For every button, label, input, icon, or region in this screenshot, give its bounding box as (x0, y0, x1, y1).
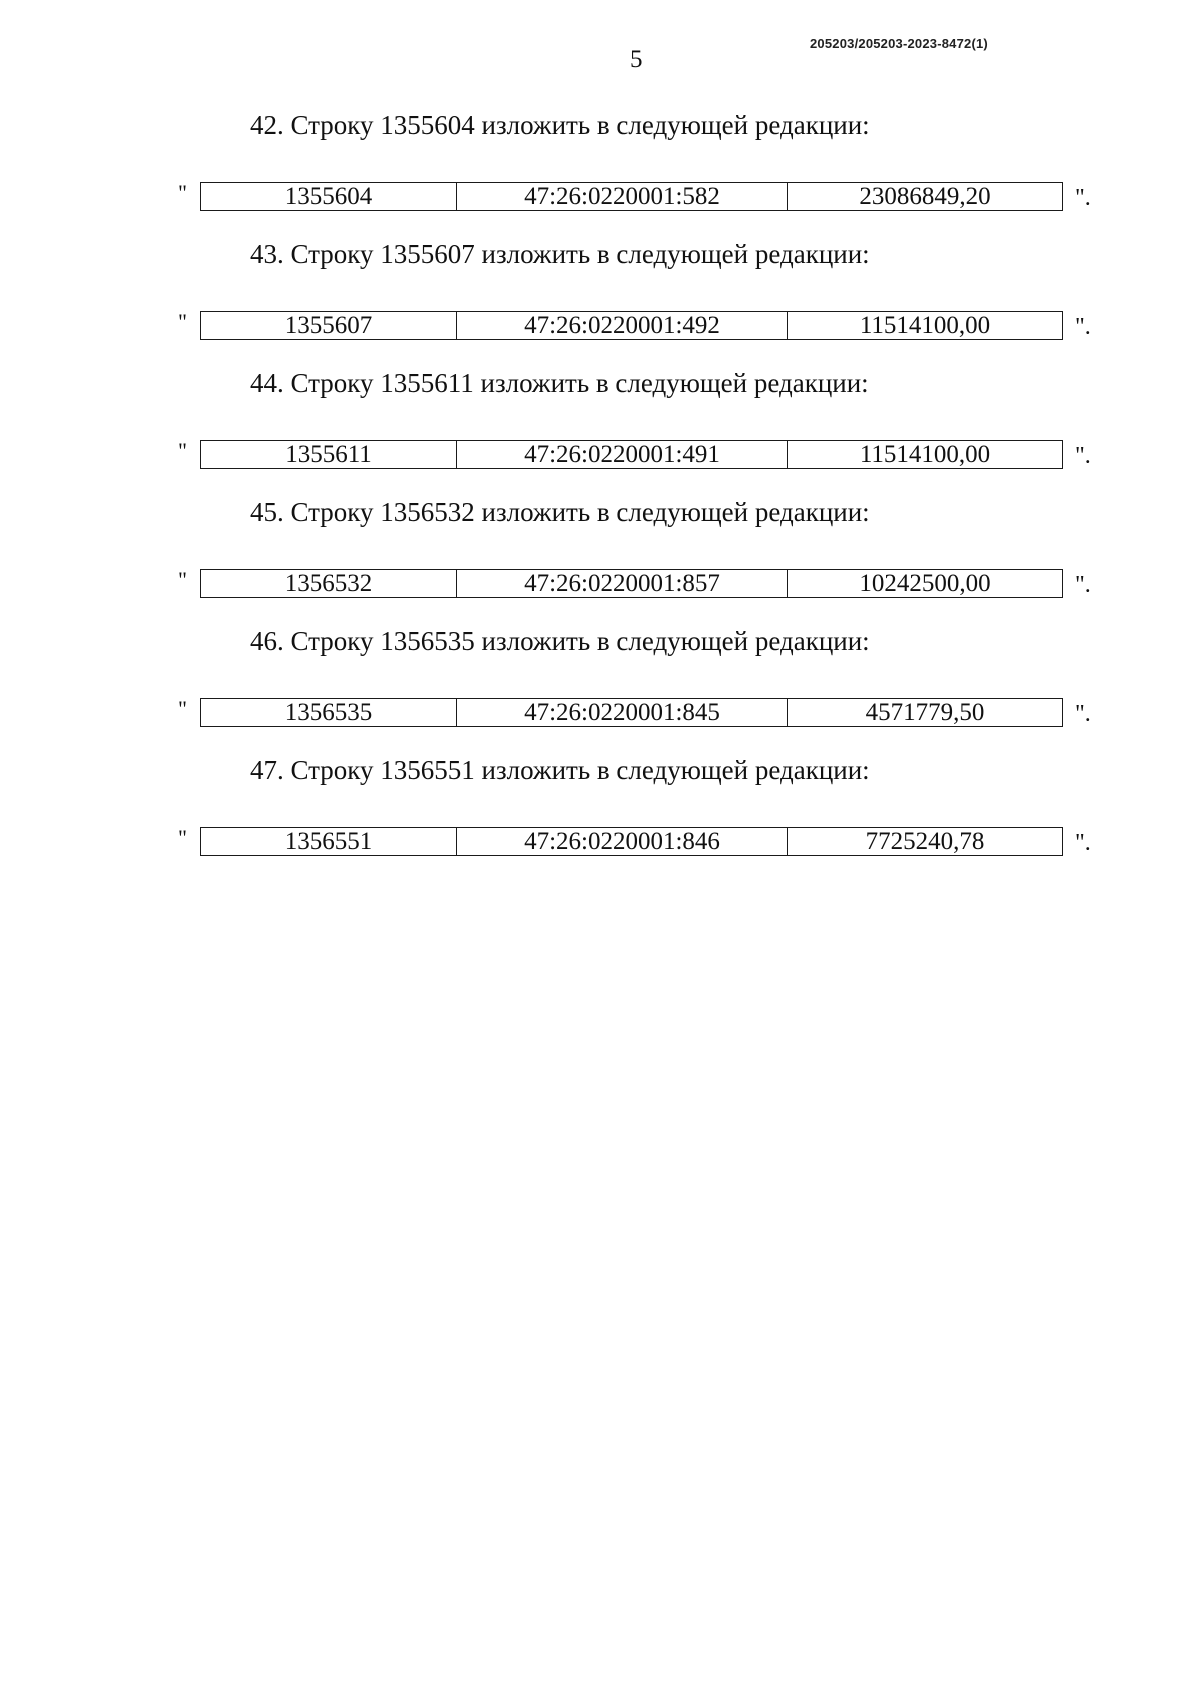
amendment-heading: 46. Строку 1356535 изложить в следующей редакции: (250, 626, 870, 656)
row-number-cell: 1355607 (201, 312, 457, 339)
row-number-cell: 1356535 (201, 699, 457, 726)
quote-open: " (178, 309, 187, 334)
cadastral-number-cell: 47:26:0220001:846 (457, 828, 788, 855)
amendment-heading: 47. Строку 1356551 изложить в следующей редакции: (250, 755, 870, 785)
quote-close: ". (1075, 185, 1091, 211)
quote-close: ". (1075, 830, 1091, 856)
table-row (200, 827, 1063, 856)
quote-open: " (178, 180, 187, 205)
table-row (200, 440, 1063, 469)
amendment-item-45 (0, 497, 1200, 617)
cadastral-number-cell: 47:26:0220001:845 (457, 699, 788, 726)
cadastral-value-cell: 23086849,20 (859, 183, 991, 210)
cadastral-number-cell: 47:26:0220001:492 (457, 312, 788, 339)
cadastral-value-cell: 10242500,00 (859, 570, 991, 597)
cadastral-number-cell: 47:26:0220001:491 (457, 441, 788, 468)
amendment-item-42 (0, 110, 1200, 230)
quote-close: ". (1075, 443, 1091, 469)
quote-open: " (178, 438, 187, 463)
amendment-item-46 (0, 626, 1200, 746)
amendment-heading: 42. Строку 1355604 изложить в следующей редакции: (250, 110, 870, 140)
amendment-heading: 45. Строку 1356532 изложить в следующей редакции: (250, 497, 870, 527)
cadastral-number-cell: 47:26:0220001:857 (457, 570, 788, 597)
cadastral-value-cell: 11514100,00 (859, 441, 991, 468)
amendment-heading: 43. Строку 1355607 изложить в следующей редакции: (250, 239, 870, 269)
quote-open: " (178, 696, 187, 721)
amendment-heading: 44. Строку 1355611 изложить в следующей редакции: (250, 368, 869, 398)
cadastral-value-cell: 7725240,78 (865, 828, 985, 855)
cadastral-value-cell: 4571779,50 (865, 699, 985, 726)
row-number-cell: 1355604 (201, 183, 457, 210)
table-row (200, 311, 1063, 340)
cadastral-value-cell: 11514100,00 (859, 312, 991, 339)
amendment-item-44 (0, 368, 1200, 488)
amendment-item-47 (0, 755, 1200, 875)
amendment-item-43 (0, 239, 1200, 359)
quote-close: ". (1075, 572, 1091, 598)
quote-open: " (178, 567, 187, 592)
row-number-cell: 1356551 (201, 828, 457, 855)
quote-close: ". (1075, 314, 1091, 340)
quote-close: ". (1075, 701, 1091, 727)
quote-open: " (178, 825, 187, 850)
cadastral-number-cell: 47:26:0220001:582 (457, 183, 788, 210)
table-row (200, 569, 1063, 598)
table-row (200, 698, 1063, 727)
page-number: 5 (630, 46, 643, 73)
row-number-cell: 1355611 (201, 441, 457, 468)
document-id: 205203/205203-2023-8472(1) (810, 36, 988, 51)
row-number-cell: 1356532 (201, 570, 457, 597)
table-row (200, 182, 1063, 211)
